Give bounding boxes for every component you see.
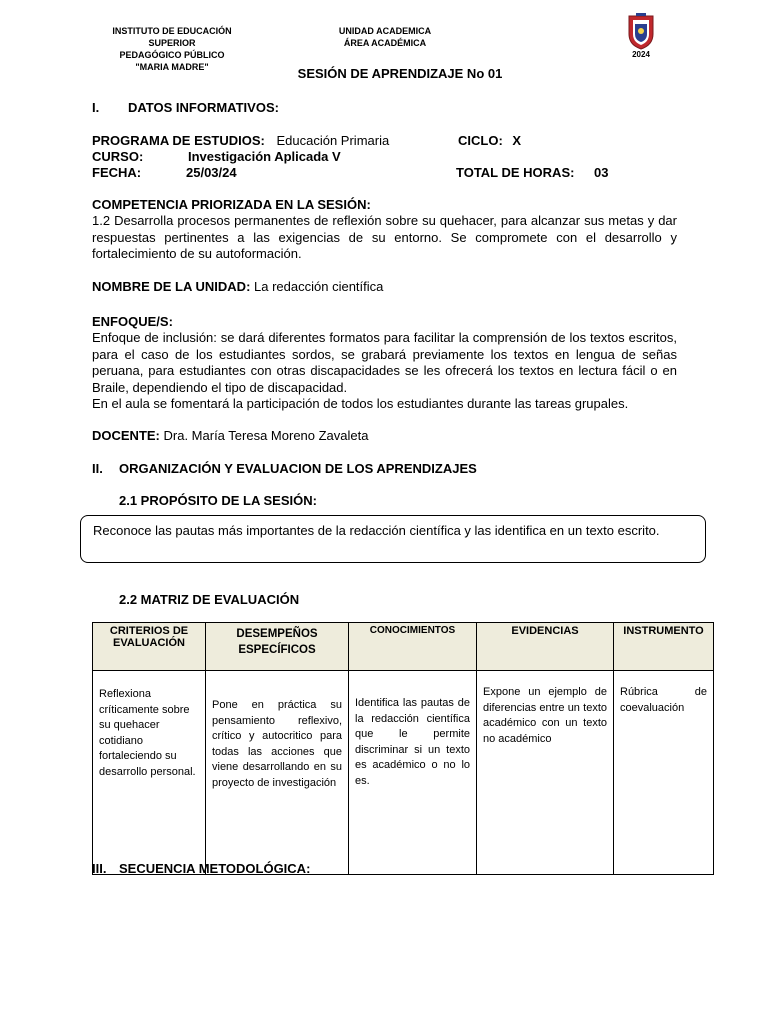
enfoque-text-2: En el aula se fomentará la participación de todos los estudiantes durante las tareas grupales. xyxy=(92,396,629,412)
ciclo-label: CICLO: xyxy=(458,133,503,148)
academic-unit: UNIDAD ACADEMICA ÁREA ACADÉMICA xyxy=(338,26,432,48)
table-cell: Expone un ejemplo de diferencias entre un texto académico con un texto no académico xyxy=(477,671,614,875)
section-number: III. xyxy=(92,861,107,876)
unidad-label: NOMBRE DE LA UNIDAD: xyxy=(92,279,251,294)
section-label: SECUENCIA METODOLÓGICA: xyxy=(119,861,311,876)
programa-label: PROGRAMA DE ESTUDIOS: xyxy=(92,133,265,148)
section-number: I. xyxy=(92,100,100,115)
unidad-row xyxy=(92,279,383,294)
section-2-heading xyxy=(92,461,477,476)
horas-value: 03 xyxy=(594,165,609,180)
table-header-row xyxy=(93,623,714,671)
section-1-heading xyxy=(92,100,279,115)
institution-crest-icon xyxy=(626,12,656,50)
unidad-value: La redacción científica xyxy=(254,279,384,294)
section-label: ORGANIZACIÓN Y EVALUACION DE LOS APRENDIZAJES xyxy=(119,461,477,476)
competencia-text: 1.2 Desarrolla procesos permanentes de reflexión sobre su quehacer, para alcanzar sus metas y dar respuestas pertinentes a las exigencias de su entorno. Se compromete con el desarrollo y fortalecimiento de su autoformación. xyxy=(92,213,677,262)
table-header: CONOCIMIENTOS xyxy=(349,623,477,671)
horas-row xyxy=(456,165,608,180)
horas-label: TOTAL DE HORAS: xyxy=(456,165,575,180)
table-cell: Reflexiona críticamente sobre su quehacer cotidiano fortaleciendo su desarrollo personal. xyxy=(93,671,206,875)
competencia-block xyxy=(92,197,677,263)
programa-row xyxy=(92,133,389,148)
fecha-value: 25/03/24 xyxy=(186,165,237,180)
page-title: SESIÓN DE APRENDIZAJE No 01 xyxy=(297,66,503,81)
competencia-label: COMPETENCIA PRIORIZADA EN LA SESIÓN: xyxy=(92,197,371,212)
table-header: EVIDENCIAS xyxy=(477,623,614,671)
evaluation-matrix xyxy=(92,622,714,875)
table-cell: Identifica las pautas de la redacción científica que le permite discriminar si un texto es académico o no lo es. xyxy=(349,671,477,875)
docente-row xyxy=(92,428,368,443)
table-row xyxy=(93,671,714,875)
fecha-label: FECHA: xyxy=(92,165,142,180)
section-number: II. xyxy=(92,461,103,476)
section-3-heading xyxy=(92,861,310,876)
programa-value: Educación Primaria xyxy=(276,133,390,148)
enfoque-text-1: Enfoque de inclusión: se dará diferentes formatos para facilitar la comprensión de los textos escritos, para el caso de los estudiantes sordos, se grabará previamente los textos en lengua de señas peruana, para estudiantes con otras discapacidades se les ofrecerá los textos en lectura fácil o en Braile, dependiendo el tipo de discapacidad. xyxy=(92,330,677,395)
table-header: INSTRUMENTO xyxy=(614,623,714,671)
ciclo-row xyxy=(458,133,521,148)
proposito-text: Reconoce las pautas más importantes de la redacción científica y las identifica en un texto escrito. xyxy=(93,523,660,538)
docente-label: DOCENTE: xyxy=(92,428,160,443)
curso-label: CURSO: xyxy=(92,149,144,164)
docente-value: Dra. María Teresa Moreno Zavaleta xyxy=(163,428,369,443)
ciclo-value: X xyxy=(512,133,522,148)
header-year: 2024 xyxy=(632,50,650,59)
matriz-heading: 2.2 MATRIZ DE EVALUACIÓN xyxy=(119,592,300,607)
institution-name: INSTITUTO DE EDUCACIÓN SUPERIOR PEDAGÓGICO PÚBLICO "MARIA MADRE" xyxy=(112,26,232,72)
curso-value: Investigación Aplicada V xyxy=(188,149,341,164)
curso-row xyxy=(92,149,341,164)
fecha-row xyxy=(92,165,237,180)
table-header: DESEMPEÑOS ESPECÍFICOS xyxy=(206,623,349,671)
section-label: DATOS INFORMATIVOS: xyxy=(128,100,279,115)
table-header: CRITERIOS DE EVALUACIÓN xyxy=(93,623,206,671)
table-cell: Rúbrica de coevaluación xyxy=(614,671,714,875)
enfoque-block xyxy=(92,314,677,412)
enfoque-label: ENFOQUE/S: xyxy=(92,314,173,329)
proposito-heading: 2.1 PROPÓSITO DE LA SESIÓN: xyxy=(119,493,317,508)
table-cell: Pone en práctica su pensamiento reflexivo, crítico y autocritico para todas las acciones que viene desarrollando en su proyecto de investigación xyxy=(206,671,349,875)
proposito-box xyxy=(80,515,706,563)
